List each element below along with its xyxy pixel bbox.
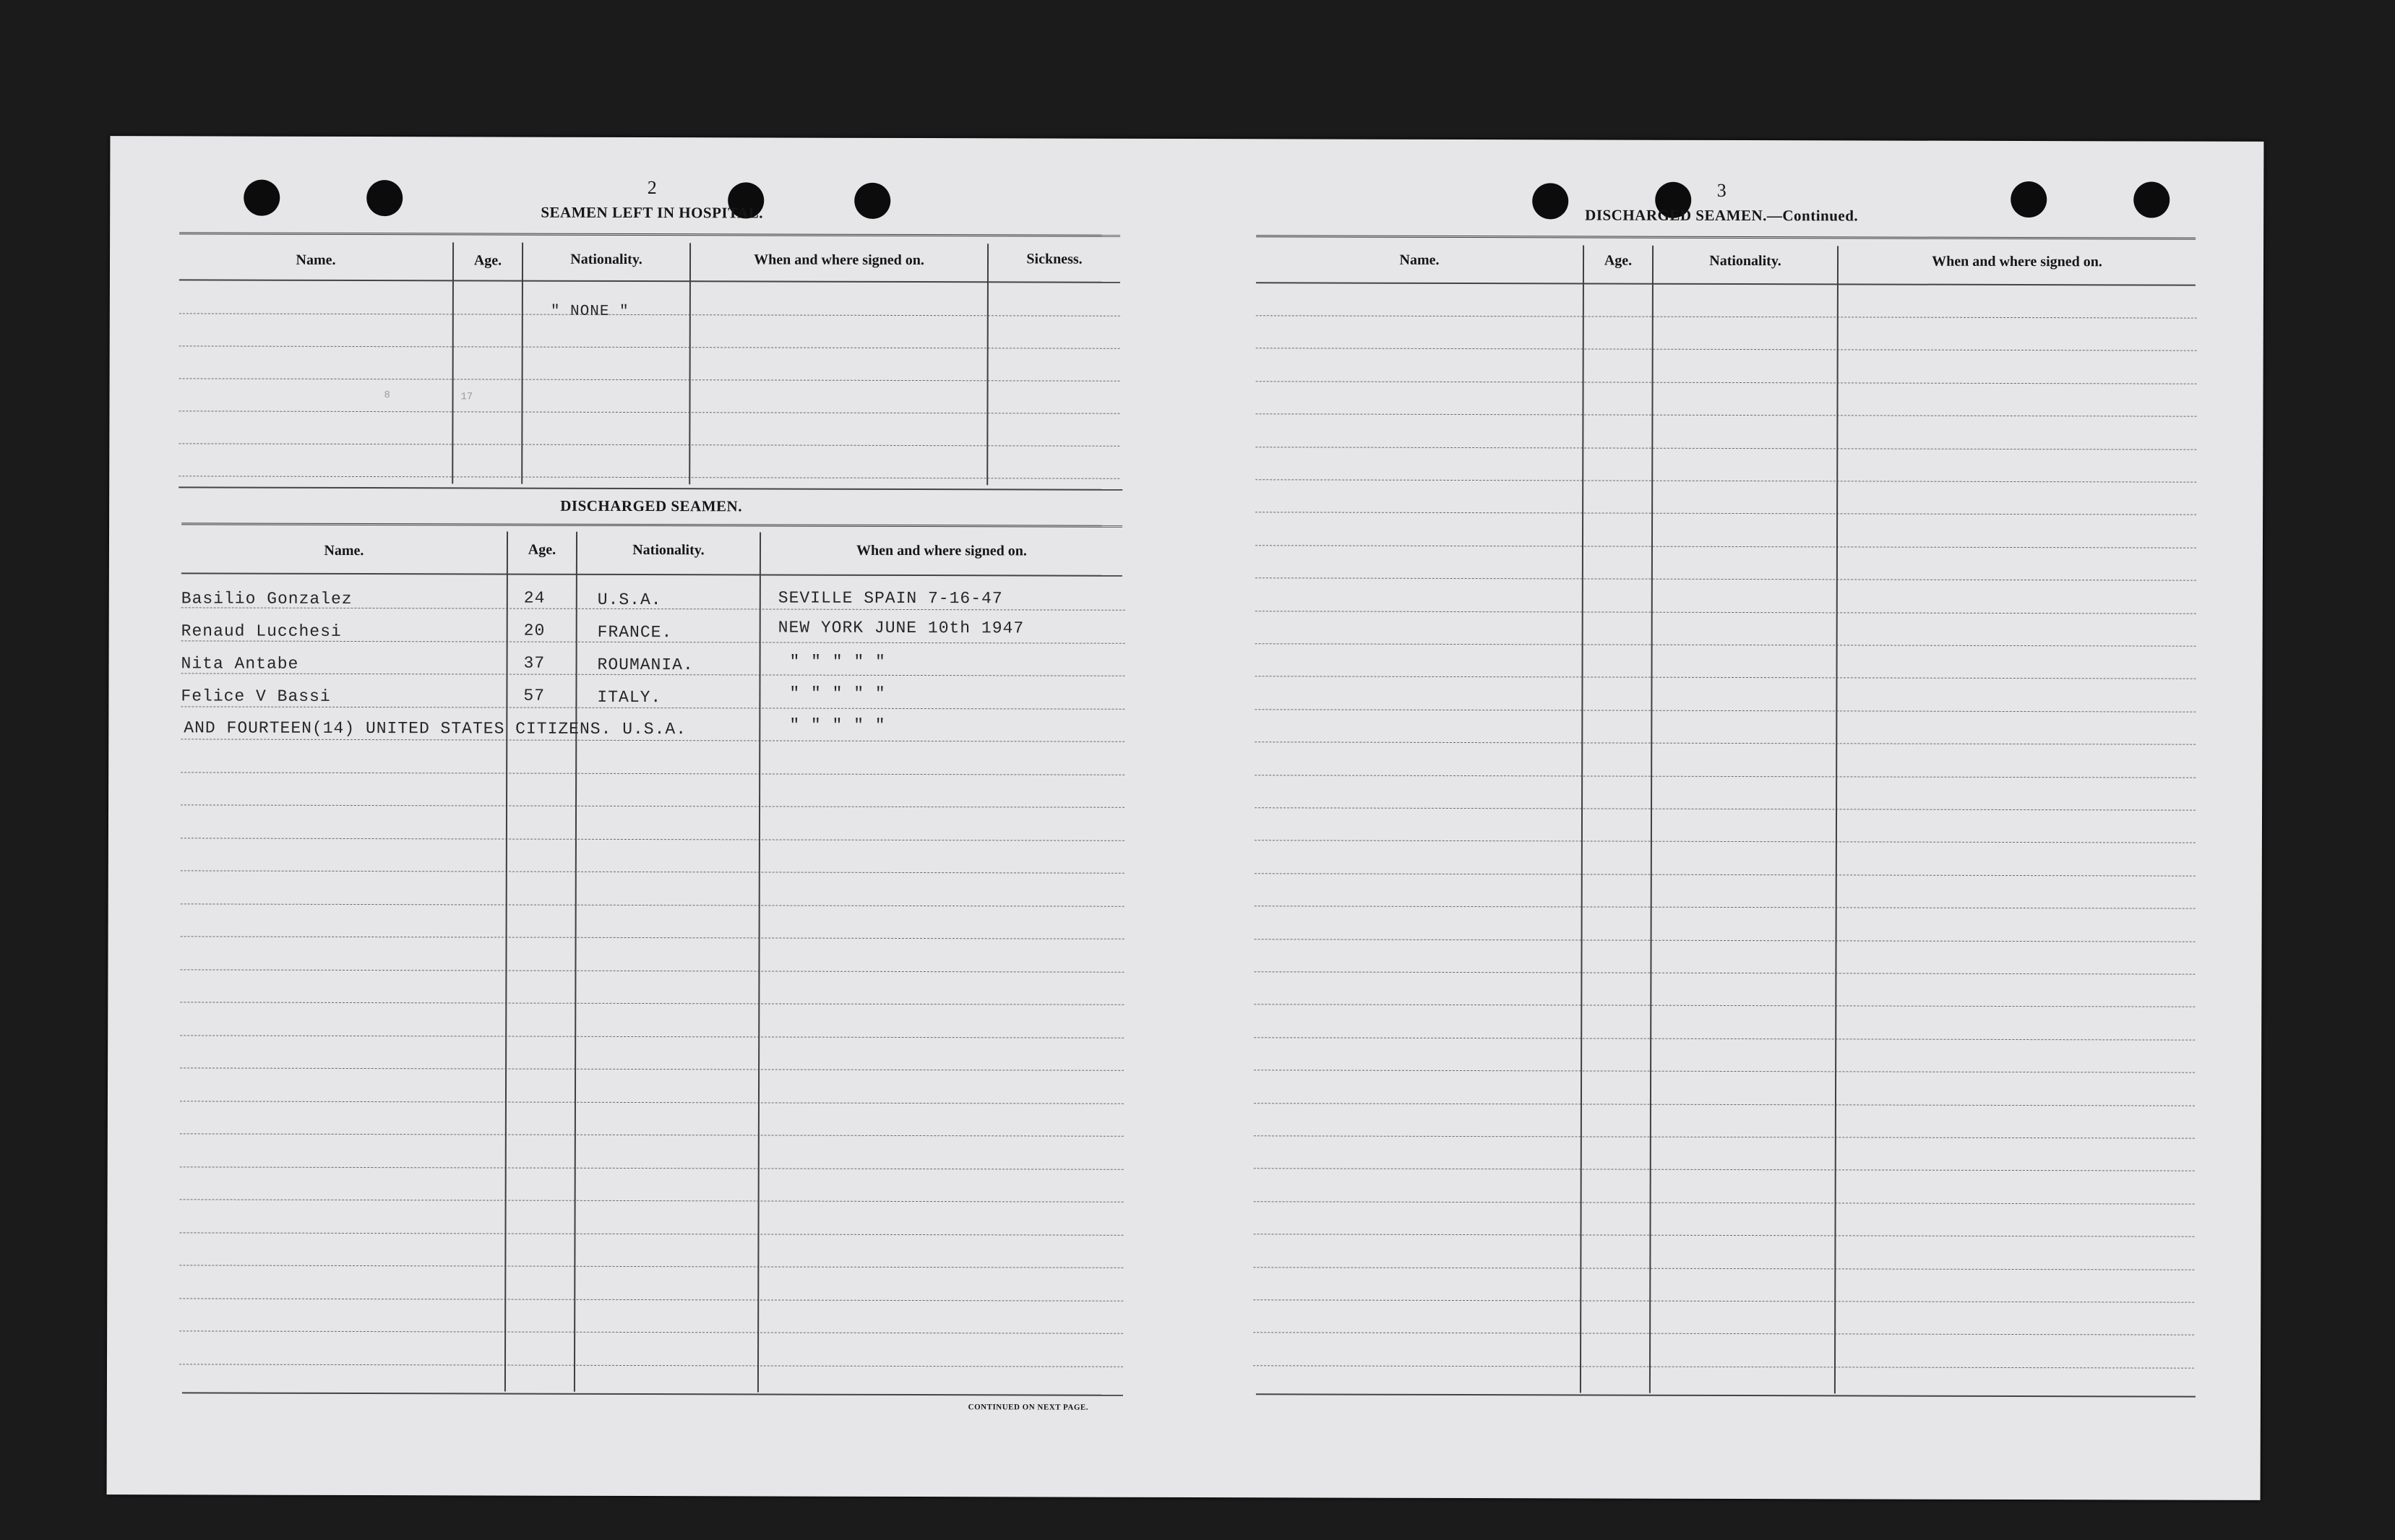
seaman-age: 57 (523, 686, 546, 705)
ruled-line (1255, 643, 2196, 646)
ruled-line (1256, 348, 2197, 351)
document-sheet (107, 136, 2264, 1500)
ruled-line (1253, 1333, 2194, 1335)
ruled-line (180, 1166, 1124, 1169)
summary-signed-on: " " " " " (789, 715, 886, 735)
ruled-line (179, 1265, 1123, 1268)
continued-section-title: DISCHARGED SEAMEN.—Continued. (1585, 206, 1859, 225)
ruled-line (179, 1298, 1123, 1301)
ruled-line (181, 936, 1125, 939)
col-header-name: Name. (1399, 251, 1440, 268)
ruled-line (1253, 1365, 2194, 1368)
ruled-line (179, 1232, 1123, 1235)
col-header-signed-on: When and where signed on. (754, 251, 924, 269)
table-top-rule (179, 232, 1120, 236)
ruled-line (180, 969, 1124, 972)
seaman-nationality: FRANCE. (597, 622, 673, 642)
column-divider (689, 243, 691, 484)
ruled-line (1255, 545, 2196, 548)
column-divider (521, 243, 523, 484)
col-header-age: Age. (473, 252, 502, 269)
seaman-name: Felice V Bassi (181, 687, 331, 706)
continued-note: CONTINUED ON NEXT PAGE. (968, 1403, 1089, 1412)
col-header-age: Age. (1604, 252, 1633, 269)
column-divider (504, 532, 508, 1392)
column-divider (452, 242, 454, 483)
seaman-nationality: ROUMANIA. (597, 655, 694, 675)
seaman-age: 20 (523, 621, 546, 640)
ruled-line (179, 443, 1119, 446)
col-header-signed-on: When and where signed on. (1932, 253, 2102, 270)
ruled-line (1254, 1103, 2195, 1106)
faint-bleed-through: 8 (384, 390, 390, 402)
ruled-line (1254, 971, 2195, 974)
seaman-signed-on: " " " " " (789, 684, 886, 703)
ruled-line (180, 1199, 1124, 1202)
seaman-nationality: ITALY. (597, 687, 662, 707)
ruled-line (1255, 413, 2196, 416)
left-page (107, 136, 1180, 1497)
ruled-line (179, 1330, 1123, 1333)
ruled-line (1255, 709, 2196, 712)
table-bottom-rule (1256, 1393, 2196, 1397)
seaman-signed-on: " " " " " (789, 652, 886, 671)
ruled-line (179, 378, 1120, 381)
col-header-nationality: Nationality. (1709, 252, 1781, 270)
ruled-line (1253, 1267, 2194, 1270)
table-bottom-rule (182, 1392, 1123, 1395)
summary-line: AND FOURTEEN(14) UNITED STATES CITIZENS. U.S.A. (184, 718, 687, 739)
seaman-signed-on: SEVILLE SPAIN 7-16-47 (778, 588, 1003, 608)
ruled-line (1255, 840, 2196, 843)
col-header-age: Age. (528, 541, 556, 558)
ruled-line (1254, 1037, 2195, 1040)
ruled-line (181, 772, 1125, 775)
discharged-section-title: DISCHARGED SEAMEN. (560, 496, 743, 515)
ruled-line (179, 345, 1120, 348)
ruled-line (1255, 512, 2196, 515)
ruled-line (179, 410, 1119, 413)
seaman-name: Nita Antabe (181, 654, 299, 674)
ruled-line (181, 739, 1125, 741)
ruled-line (1254, 1201, 2195, 1204)
discharged-ruled-lines (110, 136, 1179, 139)
seaman-age: 24 (523, 588, 546, 608)
seaman-nationality: U.S.A. (597, 590, 662, 610)
ruled-line (179, 313, 1120, 316)
page-number: 3 (1716, 179, 1727, 201)
page-number: 2 (647, 177, 657, 199)
ruled-line (1255, 905, 2196, 908)
faint-bleed-through: 17 (460, 391, 473, 403)
ruled-line (180, 1133, 1124, 1136)
col-header-signed-on: When and where signed on. (856, 542, 1027, 559)
seaman-signed-on: NEW YORK JUNE 10th 1947 (778, 618, 1025, 638)
continued-ruled-lines (1187, 139, 2263, 142)
ruled-line (180, 1002, 1124, 1005)
ruled-line (180, 1067, 1124, 1070)
ruled-line (180, 1101, 1124, 1104)
ruled-line (1255, 873, 2196, 876)
hospital-bottom-rule (179, 486, 1122, 490)
header-rule (181, 572, 1122, 576)
column-divider (574, 532, 577, 1392)
column-divider (1649, 246, 1654, 1393)
ruled-line (181, 903, 1125, 906)
ruled-line (1254, 1169, 2195, 1171)
column-divider (1580, 245, 1584, 1393)
col-header-sickness: Sickness. (1026, 251, 1083, 267)
header-rule (1256, 282, 2196, 285)
ruled-line (1254, 1070, 2195, 1072)
ruled-line (1255, 447, 2196, 449)
ruled-line (1256, 381, 2197, 384)
ruled-line (1255, 807, 2196, 810)
right-page (1184, 139, 2264, 1500)
ruled-line (1255, 611, 2196, 614)
header-rule (179, 279, 1120, 283)
seaman-name: Basilio Gonzalez (181, 589, 353, 608)
seaman-name: Renaud Lucchesi (181, 621, 342, 641)
table-top-rule (181, 522, 1122, 527)
ruled-line (1255, 676, 2196, 679)
ruled-line (179, 476, 1119, 478)
ruled-line (181, 838, 1125, 840)
ruled-line (1255, 939, 2196, 942)
col-header-nationality: Nationality. (632, 541, 705, 559)
hospital-section-title: SEAMEN LEFT IN HOSPITAL. (541, 203, 764, 222)
column-divider (1834, 246, 1839, 1393)
ruled-line (179, 1364, 1123, 1367)
ruled-line (181, 804, 1125, 807)
col-header-name: Name. (324, 542, 364, 559)
ruled-line (1254, 1005, 2195, 1007)
hospital-entry: " NONE " (550, 303, 629, 320)
ruled-line (1255, 479, 2196, 482)
table-top-rule (1256, 235, 2196, 239)
col-header-name: Name. (296, 251, 336, 268)
ruled-line (1254, 1135, 2195, 1138)
ruled-line (1253, 1234, 2194, 1236)
ruled-line (1255, 775, 2196, 778)
col-header-nationality: Nationality. (570, 251, 642, 268)
ruled-line (180, 1035, 1124, 1038)
column-divider (757, 532, 761, 1392)
ruled-line (1255, 741, 2196, 744)
ruled-line (181, 870, 1125, 873)
ruled-line (1253, 1299, 2194, 1302)
ruled-line (1256, 315, 2197, 318)
ruled-line (1255, 577, 2196, 580)
seaman-age: 37 (523, 653, 546, 673)
column-divider (986, 244, 989, 485)
